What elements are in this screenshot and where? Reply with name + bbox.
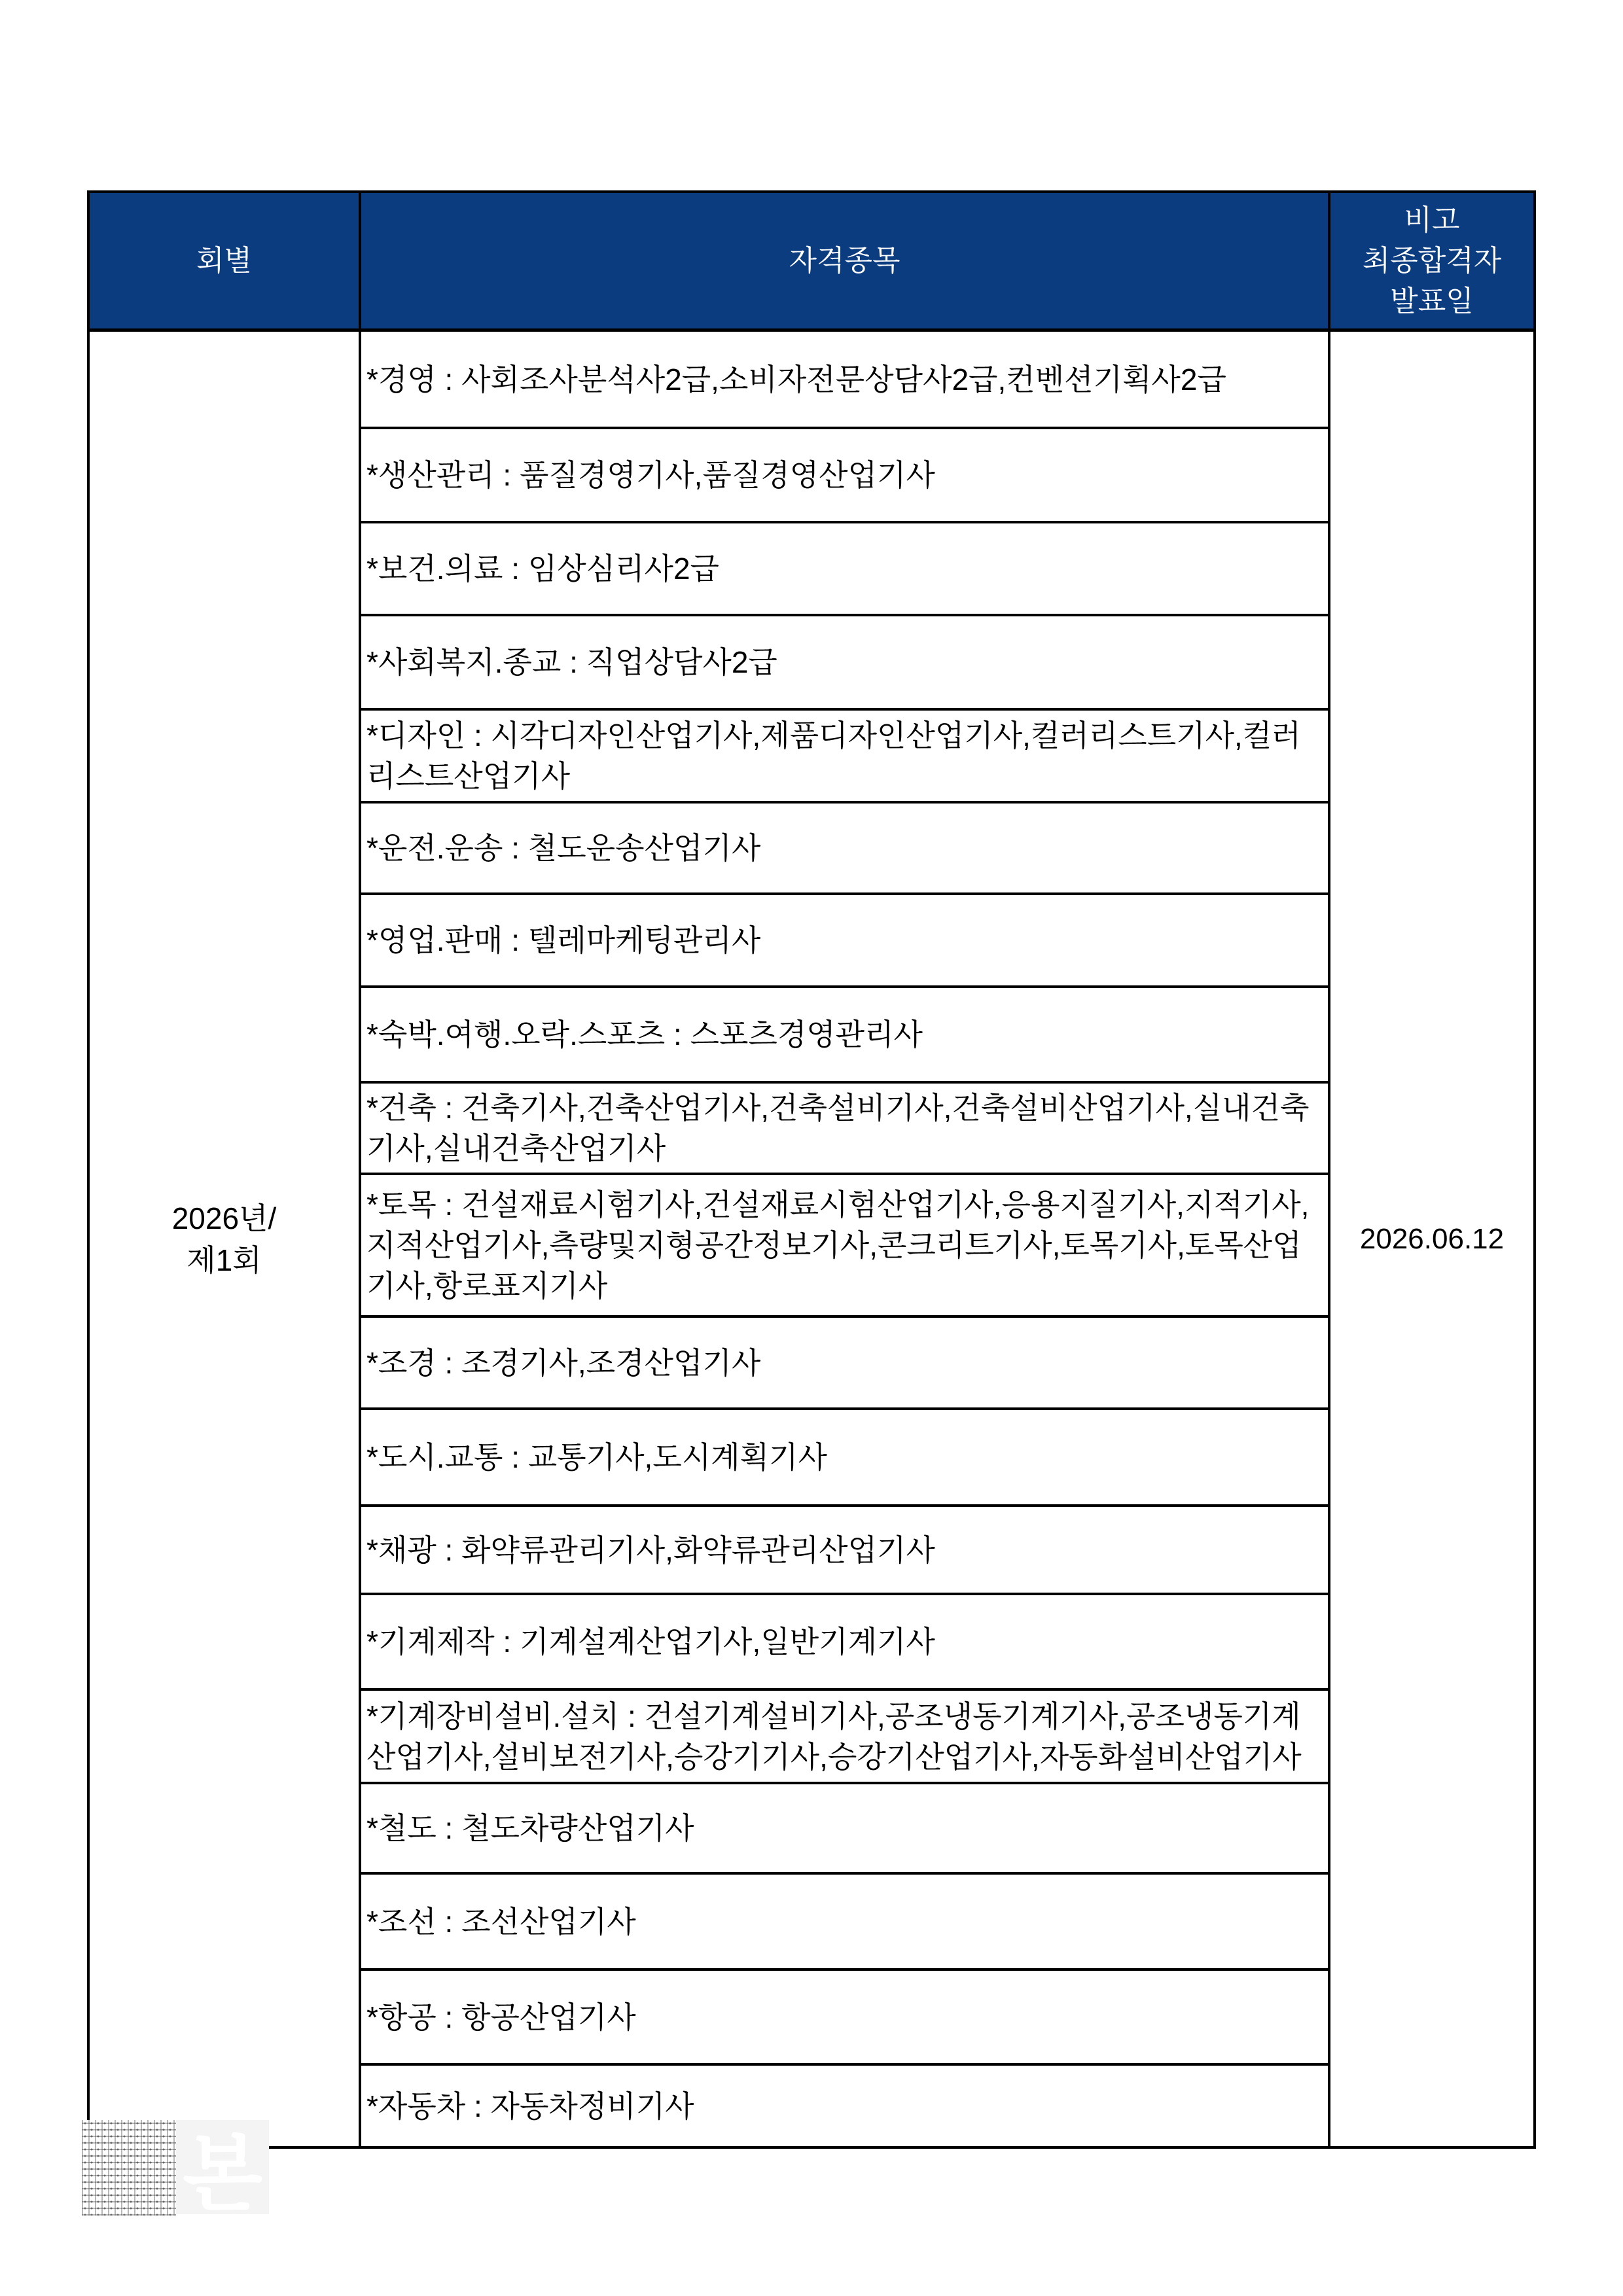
category-row: *보건.의료 : 임상심리사2급 xyxy=(361,521,1328,614)
table-header-row xyxy=(90,193,1533,332)
category-row: *숙박.여행.오락.스포츠 : 스포츠경영관리사 xyxy=(361,985,1328,1081)
category-row: *철도 : 철도차량산업기사 xyxy=(361,1782,1328,1872)
session-cell xyxy=(90,332,361,2146)
announcement-date-cell xyxy=(1330,332,1533,2146)
category-row: *조경 : 조경기사,조경산업기사 xyxy=(361,1315,1328,1407)
category-row: *기계제작 : 기계설계산업기사,일반기계기사 xyxy=(361,1593,1328,1688)
header-remark-line: 최종합격자 xyxy=(1362,244,1502,277)
header-cell-category xyxy=(361,193,1330,328)
header-cell-remark xyxy=(1330,193,1533,328)
stamp-dot-pattern xyxy=(82,2120,176,2216)
announcement-date: 2026.06.12 xyxy=(1359,1222,1505,1255)
category-row: *채광 : 화약류관리기사,화약류관리산업기사 xyxy=(361,1504,1328,1593)
category-row: *경영 : 사회조사분석사2급,소비자전문상담사2급,컨벤션기획사2급 xyxy=(366,362,1226,397)
session-year: 2026년/ xyxy=(171,1201,277,1235)
session-round: 제1회 xyxy=(187,1243,262,1277)
category-row: *도시.교통 : 교통기사,도시계획기사 xyxy=(361,1407,1328,1504)
header-session-label: 회별 xyxy=(196,244,252,277)
category-row: *항공 : 항공산업기사 xyxy=(361,1968,1328,2063)
category-row: *생산관리 : 품질경영기사,품질경영산업기사 xyxy=(361,427,1328,521)
table-body xyxy=(90,332,1533,2146)
header-remark-line: 비고 xyxy=(1404,203,1460,236)
stamp-character: 본 xyxy=(176,2120,269,2214)
category-row: *건축 : 건축기사,건축산업기사,건축설비기사,건축설비산업기사,실내건축기사,실내건축산업기사 xyxy=(361,1081,1328,1173)
category-row: *기계장비설비.설치 : 건설기계설비기사,공조냉동기계기사,공조냉동기계산업기사,설비보전기사,승강기기사,승강기산업기사,자동화설비산업기사 xyxy=(361,1688,1328,1782)
category-row: *사회복지.종교 : 직업상담사2급 xyxy=(361,614,1328,708)
category-row: *자동차 : 자동차정비기사 xyxy=(361,2063,1328,2146)
category-row: *디자인 : 시각디자인산업기사,제품디자인산업기사,컬러리스트기사,컬러리스트산업기사 xyxy=(361,708,1328,801)
header-category-label: 자격종목 xyxy=(789,244,901,277)
qualification-schedule-table xyxy=(87,190,1536,2149)
header-cell-session xyxy=(90,193,361,328)
category-row: *토목 : 건설재료시험기사,건설재료시험산업기사,응용지질기사,지적기사,지적산업기사,측량및지형공간정보기사,콘크리트기사,토목기사,토목산업기사,항로표지기사 xyxy=(361,1173,1328,1315)
category-row: *조선 : 조선산업기사 xyxy=(361,1872,1328,1968)
category-row: *운전.운송 : 철도운송산업기사 xyxy=(361,801,1328,892)
header-remark-line: 발표일 xyxy=(1390,285,1474,317)
category-column xyxy=(361,332,1330,2146)
category-row: *영업.판매 : 텔레마케팅관리사 xyxy=(361,892,1328,985)
